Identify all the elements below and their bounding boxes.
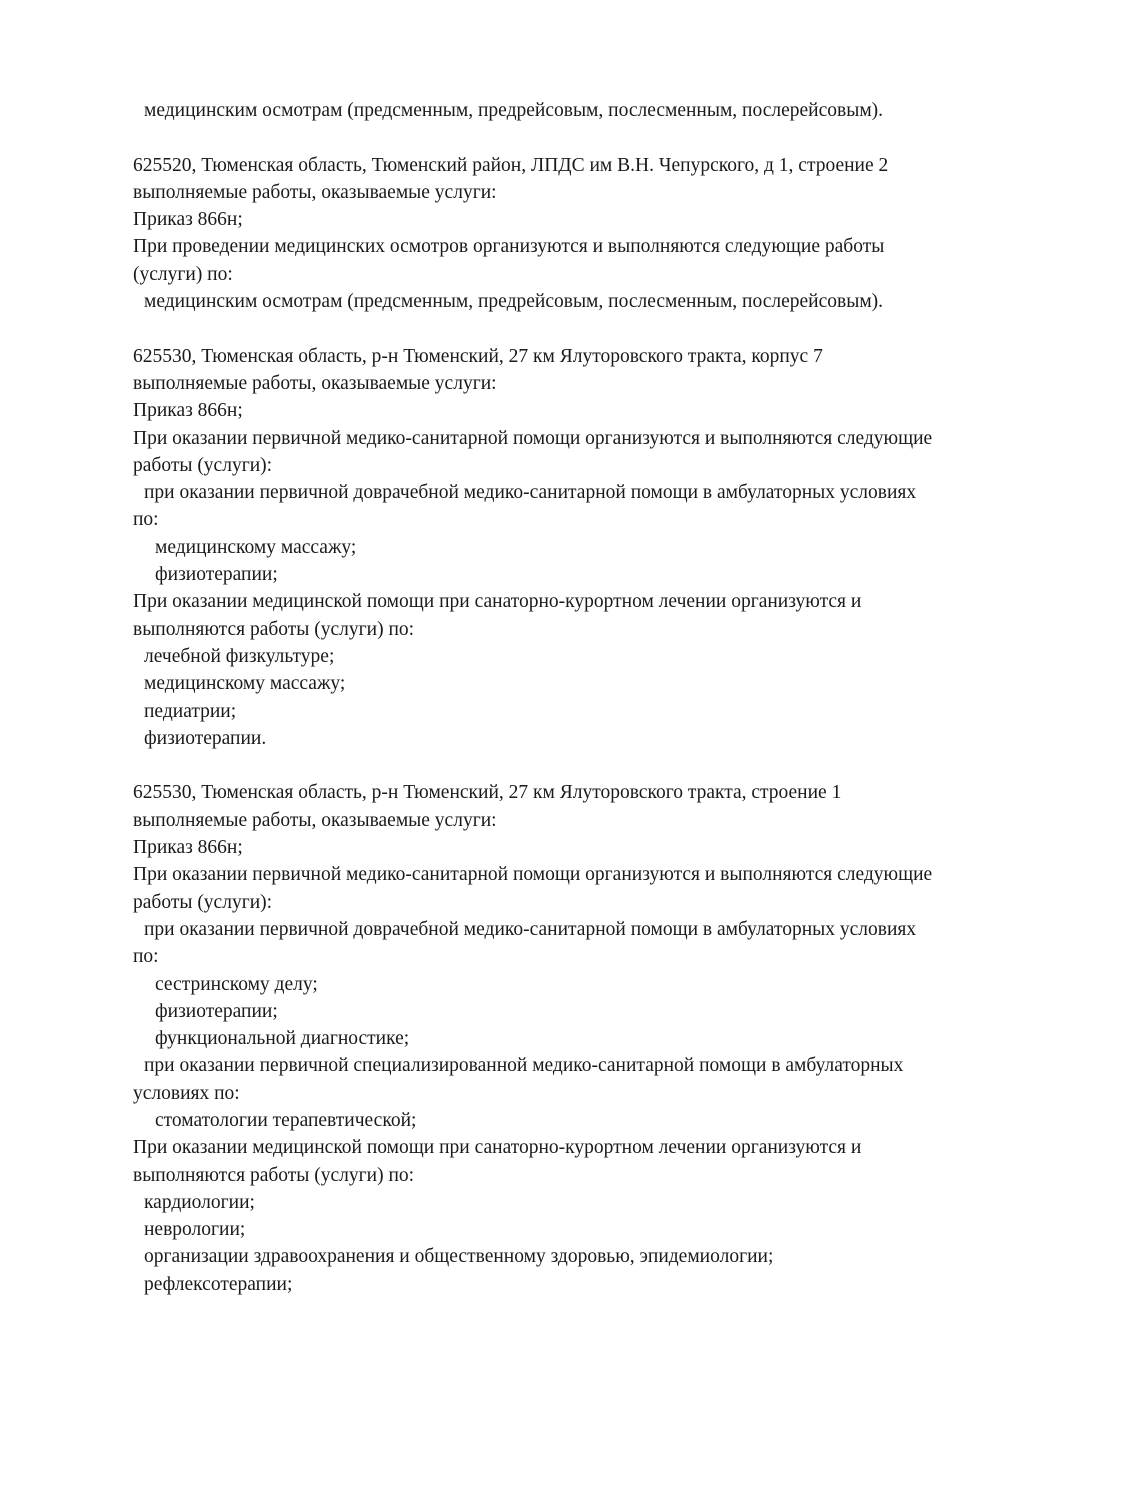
text-line: условиях по: xyxy=(133,1082,240,1104)
text-line: неврологии; xyxy=(144,1219,246,1241)
text-line: при оказании первичной доврачебной медико-санитарной помощи в амбулаторных условиях xyxy=(144,482,917,504)
paragraph-gap xyxy=(133,752,1073,779)
text-line: физиотерапии; xyxy=(155,564,278,586)
text-line: При проведении медицинских осмотров организуются и выполняются следующие работы xyxy=(133,236,885,258)
text-line: по: xyxy=(133,509,159,531)
text-line: физиотерапии. xyxy=(144,727,267,749)
text-line: При оказании первичной медико-санитарной помощи организуются и выполняются следующие xyxy=(133,864,933,886)
text-line: стоматологии терапевтической; xyxy=(155,1109,417,1131)
text-line: кардиологии; xyxy=(144,1191,255,1213)
text-line: работы (услуги): xyxy=(133,891,273,913)
text-line: при оказании первичной доврачебной медико-санитарной помощи в амбулаторных условиях xyxy=(144,918,917,940)
text-line: Приказ 866н; xyxy=(133,837,243,859)
text-line: выполняемые работы, оказываемые услуги: xyxy=(133,372,497,394)
text-line: 625530, Тюменская область, р-н Тюменский, 27 км Ялуторовского тракта, корпус 7 xyxy=(133,345,823,367)
text-line: при оказании первичной специализированной медико-санитарной помощи в амбулаторных xyxy=(144,1055,904,1077)
text-line: организации здравоохранения и общественному здоровью, эпидемиологии; xyxy=(144,1246,774,1268)
text-line: функциональной диагностике; xyxy=(155,1028,410,1050)
paragraph-gap xyxy=(133,124,1073,151)
text-line: выполняются работы (услуги) по: xyxy=(133,1164,415,1186)
text-line: Приказ 866н; xyxy=(133,400,243,422)
paragraph-gap xyxy=(133,315,1073,342)
text-line: сестринскому делу; xyxy=(155,973,318,995)
text-line: физиотерапии; xyxy=(155,1000,278,1022)
text-line: При оказании медицинской помощи при санаторно-курортном лечении организуются и xyxy=(133,1137,862,1159)
text-line: 625530, Тюменская область, р-н Тюменский, 27 км Ялуторовского тракта, строение 1 xyxy=(133,782,842,804)
text-line: медицинским осмотрам (предсменным, предрейсовым, послесменным, послерейсовым). xyxy=(144,291,884,313)
text-line: Приказ 866н; xyxy=(133,209,243,231)
text-line: педиатрии; xyxy=(144,700,237,722)
text-line: по: xyxy=(133,946,159,968)
text-line: выполняемые работы, оказываемые услуги: xyxy=(133,181,497,203)
text-line: медицинскому массажу; xyxy=(155,536,357,558)
text-line: медицинским осмотрам (предсменным, предрейсовым, послесменным, послерейсовым). xyxy=(144,100,884,121)
text-line: (услуги) по: xyxy=(133,263,233,285)
text-line: выполняются работы (услуги) по: xyxy=(133,618,415,640)
text-line: лечебной физкультуре; xyxy=(144,645,335,667)
text-line: При оказании первичной медико-санитарной помощи организуются и выполняются следующие xyxy=(133,427,933,449)
text-line: 625520, Тюменская область, Тюменский район, ЛПДС им В.Н. Чепурского, д 1, строение 2 xyxy=(133,154,889,176)
text-line: При оказании медицинской помощи при санаторно-курортном лечении организуются и xyxy=(133,591,862,613)
text-line: медицинскому массажу; xyxy=(144,673,346,695)
text-line: выполняемые работы, оказываемые услуги: xyxy=(133,809,497,831)
document-page xyxy=(133,97,1073,1298)
text-line: работы (услуги): xyxy=(133,454,273,476)
text-line: рефлексотерапии; xyxy=(144,1273,293,1295)
